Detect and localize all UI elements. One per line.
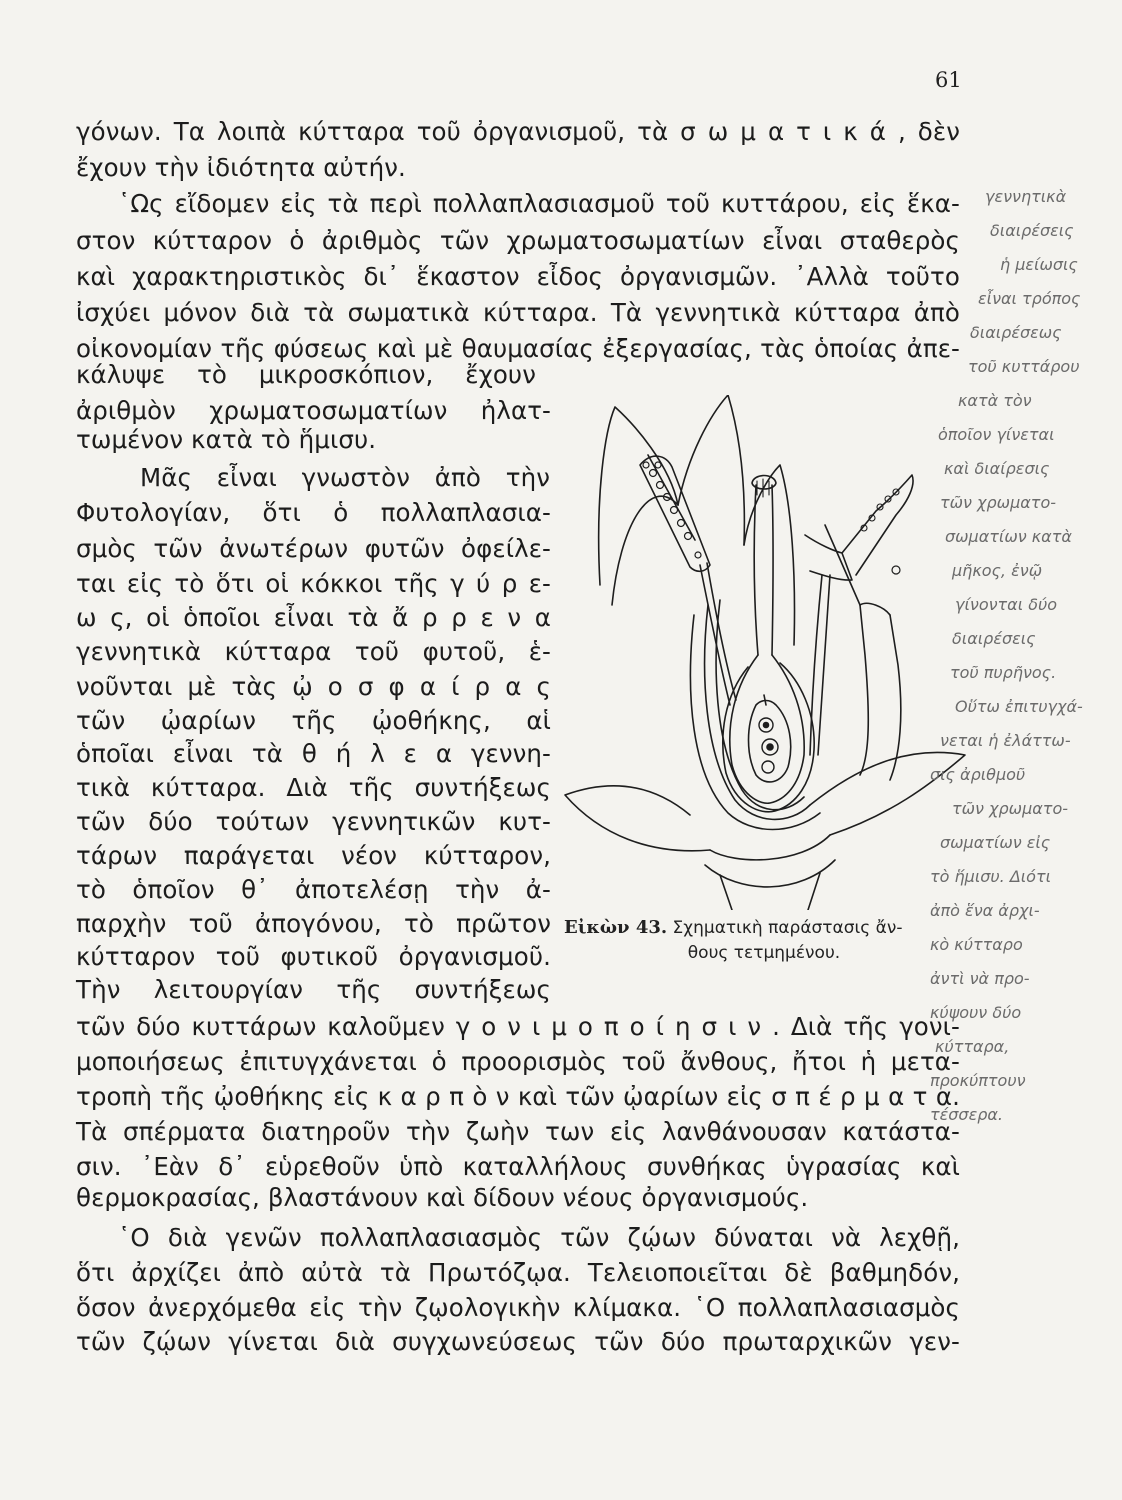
- note-line: κύτταρα,: [935, 1037, 1010, 1056]
- text-line: σιν. ᾿Εὰν δ᾿ εὑρεθοῦν ὑπὸ καταλλήλους συνθήκας ὑγρασίας καὶ: [76, 1152, 960, 1181]
- text-line: τῶν δύο τούτων γεννητικῶν κυτ-: [76, 807, 551, 836]
- figure-label: Εἰκὼν 43.: [564, 917, 668, 938]
- text-line: παρχὴν τοῦ ἀπογόνου, τὸ πρῶτον: [76, 909, 551, 938]
- text-line: τὸ ὁποῖον θ᾿ ἀποτελέσῃ τὴν ἀ-: [76, 875, 551, 904]
- figure-caption: [564, 915, 964, 966]
- note-line: σις ἀριθμοῦ: [930, 765, 1026, 784]
- note-line: ἡ μείωσις: [1000, 255, 1078, 274]
- note-line: ἀντὶ νὰ προ-: [930, 969, 1030, 988]
- page-number: 61: [935, 68, 962, 92]
- note-line: εἶναι τρόπος: [978, 289, 1081, 308]
- text-line: γεννητικὰ κύτταρα τοῦ φυτοῦ, ἑ-: [76, 637, 551, 666]
- note-line: μῆκος, ἐνῷ: [952, 561, 1043, 580]
- note-line: προκύπτουν: [930, 1071, 1026, 1090]
- text-line: Μᾶς εἶναι γνωστὸν ἀπὸ τὴν: [140, 463, 550, 492]
- flower-section-figure: [560, 395, 980, 910]
- text-line: τῶν ᾠαρίων τῆς ᾠοθήκης, αἱ: [76, 706, 551, 735]
- caption-line-2: θους τετμημένου.: [687, 943, 841, 963]
- note-line: κατὰ τὸν: [958, 391, 1032, 410]
- note-line: κὸ κύτταρο: [930, 935, 1023, 954]
- note-line: ἀπὸ ἕνα ἀρχι-: [930, 901, 1040, 920]
- text-line: κάλυψε τὸ μικροσκόπιον, ἔχουν: [76, 360, 536, 389]
- text-line: ω ς, οἱ ὁποῖοι εἶναι τὰ ἄ ρ ρ ε ν α: [76, 603, 551, 632]
- text-line: Φυτολογίαν, ὅτι ὁ πολλαπλασια-: [76, 498, 551, 527]
- text-line: τῶν δύο κυττάρων καλοῦμεν γ ο ν ι μ ο π ο ί η σ ι ν . Διὰ τῆς γονι-: [76, 1012, 960, 1041]
- text-line: θερμοκρασίας, βλαστάνουν καὶ δίδουν νέους ὀργανισμούς.: [76, 1183, 809, 1212]
- note-line: σωματίων εἰς: [940, 833, 1051, 852]
- caption-line-1: Σχηματικὴ παράστασις ἄν-: [672, 918, 903, 938]
- note-line: τοῦ πυρῆνος.: [950, 663, 1057, 682]
- handwritten-margin-note: [930, 180, 1122, 1132]
- note-line: γεννητικὰ: [985, 187, 1067, 206]
- note-line: διαιρέσεις: [952, 629, 1036, 648]
- text-line: τῶν ζῴων γίνεται διὰ συγχωνεύσεως τῶν δύο πρωταρχικῶν γεν-: [76, 1327, 960, 1356]
- note-line: γίνονται δύο: [955, 595, 1058, 614]
- text-line: Τὴν λειτουργίαν τῆς συντήξεως: [76, 975, 551, 1004]
- text-line: ῾Ο διὰ γενῶν πολλαπλασιασμὸς τῶν ζῴων δύναται νὰ λεχθῇ,: [118, 1223, 960, 1252]
- text-line: ῾Ως εἴδομεν εἰς τὰ περὶ πολλαπλασιασμοῦ τοῦ κυττάρου, εἰς ἕκα-: [118, 189, 960, 218]
- text-line: νοῦνται μὲ τὰς ᾠ ο σ φ α ί ρ α ς: [76, 672, 551, 701]
- note-line: νεται ἡ ἐλάττω-: [940, 731, 1071, 750]
- note-line: τοῦ κυττάρου: [968, 357, 1080, 376]
- text-line: ἀριθμὸν χρωματοσωματίων ἠλατ-: [76, 396, 551, 425]
- note-line: τὸ ἥμισυ. Διότι: [930, 867, 1052, 886]
- text-line: ὅσον ἀνερχόμεθα εἰς τὴν ζῳολογικὴν κλίμακα. ῾Ο πολλαπλασιασμὸς: [76, 1293, 960, 1322]
- note-line: τέσσερα.: [930, 1105, 1003, 1124]
- note-line: Οὕτω ἐπιτυγχά-: [955, 697, 1083, 716]
- text-line: τάρων παράγεται νέον κύτταρον,: [76, 841, 551, 870]
- note-line: σωματίων κατὰ: [945, 527, 1072, 546]
- text-line: τικὰ κύτταρα. Διὰ τῆς συντήξεως: [76, 773, 551, 802]
- text-line: ὅτι ἀρχίζει ἀπὸ αὐτὰ τὰ Πρωτόζῳα. Τελειοποιεῖται δὲ βαθμηδόν,: [76, 1258, 960, 1287]
- note-line: καὶ διαίρεσις: [944, 459, 1050, 478]
- note-line: τῶν χρωματο-: [952, 799, 1068, 818]
- note-line: ὁποῖον γίνεται: [938, 425, 1055, 444]
- note-line: κύψουν δύο: [930, 1003, 1022, 1022]
- text-line: οἰκονομίαν τῆς φύσεως καὶ μὲ θαυμασίας ἐξεργασίας, τὰς ὁποίας ἀπε-: [76, 334, 960, 363]
- text-line: κύτταρον τοῦ φυτικοῦ ὀργανισμοῦ.: [76, 942, 551, 971]
- text-line: ἔχουν τὴν ἰδιότητα αὐτήν.: [76, 153, 406, 182]
- text-line: στον κύτταρον ὁ ἀριθμὸς τῶν χρωματοσωματίων εἶναι σταθερὸς: [76, 226, 960, 255]
- text-line: ὁποῖαι εἶναι τὰ θ ή λ ε α γεννη-: [76, 739, 551, 768]
- note-line: τῶν χρωματο-: [940, 493, 1056, 512]
- text-line: σμὸς τῶν ἀνωτέρων φυτῶν ὀφείλε-: [76, 534, 551, 563]
- text-line: ἰσχύει μόνον διὰ τὰ σωματικὰ κύτταρα. Τὰ γεννητικὰ κύτταρα ἀπὸ: [76, 298, 960, 327]
- text-line: γόνων. Τα λοιπὰ κύτταρα τοῦ ὀργανισμοῦ, τὰ σ ω μ α τ ι κ ά , δὲν: [76, 117, 960, 146]
- text-line: τωμένον κατὰ τὸ ἥμισυ.: [76, 425, 377, 454]
- text-line: τροπὴ τῆς ᾠοθήκης εἰς κ α ρ π ὸ ν καὶ τῶν ᾠαρίων εἰς σ π έ ρ μ α τ α.: [76, 1082, 960, 1111]
- note-line: διαιρέσεις: [990, 221, 1074, 240]
- note-line: διαιρέσεως: [970, 323, 1062, 342]
- text-line: ται εἰς τὸ ὅτι οἱ κόκκοι τῆς γ ύ ρ ε-: [76, 569, 551, 598]
- text-line: Τὰ σπέρματα διατηροῦν τὴν ζωὴν των εἰς λανθάνουσαν κατάστα-: [76, 1117, 960, 1146]
- text-line: καὶ χαρακτηριστικὸς δι᾿ ἕκαστον εἶδος ὀργανισμῶν. ᾿Αλλὰ τοῦτο: [76, 262, 960, 291]
- text-line: μοποιήσεως ἐπιτυγχάνεται ὁ προορισμὸς τοῦ ἄνθους, ἤτοι ἡ μετα-: [76, 1047, 960, 1076]
